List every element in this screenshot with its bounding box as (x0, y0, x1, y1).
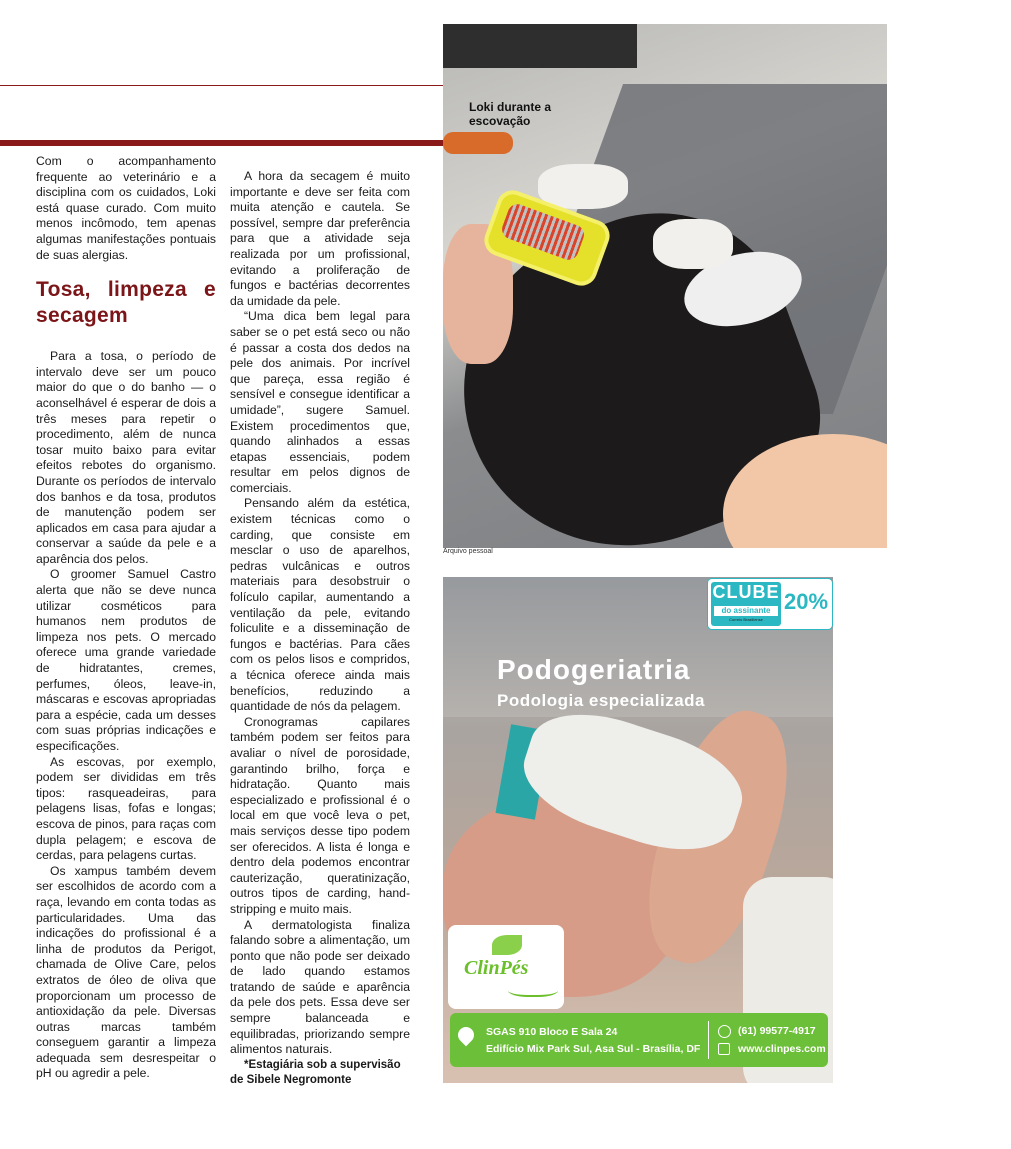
intro-paragraph: Com o acompanhamento frequente ao veterinário e a disciplina com os cuidados, Loki está quase curado. Com muito menos incômodo, tem apenas algumas manifestações pontuais de suas alergias. (36, 154, 216, 262)
discount-label: 20% (784, 589, 829, 614)
section-rule (0, 140, 443, 146)
photo-caption: Loki durante a escovação (469, 100, 552, 128)
clube-assinante-label: do assinante (714, 606, 778, 616)
paragraph: “Uma dica bem legal para saber se o pet está seco ou não é passar a costa dos dedos na pele dos animais. Por incrível que pareça, essa região é sensível e consegue identificar a umidade”, sugere Samuel. Existem procedimentos que, quando alinhados a essas etapas essenciais, podem resultar em pelos dignos de comerciais. (230, 309, 410, 495)
photo-wall (443, 24, 637, 68)
paragraph: A hora da secagem é muito importante e deve ser feita com muita atenção e cautela. Se possível, sempre dar preferência para que a atividade seja realizada por um profissional, evitando a proliferação de fungos e bactérias decorrentes da umidade da pele. (230, 169, 410, 308)
ad-title: Podogeriatria (497, 654, 691, 685)
logo-text: ClinPés (464, 957, 529, 979)
paragraph: Para a tosa, o período de intervalo deve ser um pouco maior do que o do banho — o aconselhável é esperar de dois a três meses para repetir o procedimento, além de nunca tosar muito baixo para evitar efeitos rebotes do organismo. Durante os períodos de intervalo dos banhos e da tosa, produtos de manutenção podem ser aplicados em casa para ajudar a conservar a saúde da pele e a aparência dos pelos. (36, 349, 216, 566)
section-subhead: Tosa, limpeza e secagem (36, 278, 216, 328)
paragraph: Pensando além da estética, existem técnicas como o carding, que consiste em mesclar o uso de aparelhos, pedras vulcânicas e outros materiais para desobstruir o folículo capilar, aumentando a ventilação da pele, evitando foliculite e a disseminação de fungos e bactérias. Para cães com os pelos lisos e compridos, a técnica oferece ainda mais benefícios, reduzindo a quantidade de nós da pelagem. (230, 496, 410, 714)
paragraph: Cronogramas capilares também podem ser feitos para avaliar o nível de porosidade, garantindo brilho, força e hidratação. Quanto mais especializado e profissional é o local em que você leva o pet, mais serviços desse tipo podem ser oferecidos. A lista é longa e dentro dela podemos encontrar cauterização, queratinização, outros tipos de carding, hand-stripping e muito mais. (230, 714, 410, 916)
address-line-2: Edifício Mix Park Sul, Asa Sul - Brasília, DF (486, 1043, 701, 1055)
leaf-icon (492, 935, 522, 955)
paragraph: As escovas, por exemplo, podem ser divididas em três tipos: rasqueadeiras, para pelagens lisas, fofas e longas; escova de pinos, para raças com dupla pelagem; e escova de cerdas, para pelagens curtas. (36, 754, 216, 863)
foot-icon (508, 981, 558, 997)
podology-advertisement[interactable] (443, 577, 833, 1083)
clube-source: Correio Braziliense (729, 617, 763, 622)
article-column-2 (230, 169, 410, 1088)
dog-paw (653, 219, 733, 269)
clube-word: CLUBE (712, 582, 780, 602)
author-footnote: *Estagiária sob a supervisão de Sibele Negromonte (230, 1058, 401, 1086)
clinpes-logo (448, 925, 564, 1009)
clube-assinante-badge (708, 579, 832, 629)
dog-toy (443, 132, 513, 154)
dog-paw (538, 164, 628, 209)
whatsapp-icon (718, 1025, 731, 1038)
contact-divider (708, 1021, 709, 1059)
paragraph: A dermatologista finaliza falando sobre a alimentação, um ponto que não pode ser deixado de lado quando estamos tratando de saúde e aparência da pele dos pets. Essa deve ser sempre balanceada e equilibradas, priorizando sempre alimentos naturais. (230, 917, 410, 1057)
location-pin-icon (455, 1024, 478, 1047)
website-link[interactable]: www.clinpes.com (738, 1043, 826, 1055)
top-rule (0, 85, 443, 86)
dog-brushing-photo (443, 24, 887, 548)
contact-bar (450, 1013, 828, 1067)
paragraph: Os xampus também devem ser escolhidos de acordo com a raça, levando em conta todas as particularidades. Uma das indicações do profissional é a linha de produtos da Perigot, chamada de Olive Care, pelos extratos de óleo de oliva que proporcionam um processo de antioxidação da pele. Diversas outras marcas também conseguem garantir a limpeza adequada sem desrespeitar o pH ou agredir a pele. (36, 863, 216, 1081)
phone-number[interactable]: (61) 99577-4917 (738, 1025, 816, 1037)
ad-subtitle: Podologia especializada (497, 691, 706, 710)
photo-credit: Arquivo pessoal (443, 548, 493, 555)
paragraph: O groomer Samuel Castro alerta que não se deve nunca utilizar cosméticos para humanos nem produtos de limpeza nos pets. O mercado oferece uma grande variedade de hidratantes, cremes, perfumes, óleos, leave-in, máscaras e escovas apropriadas para a espécie, cada um desses com suas próprias indicações e especificações. (36, 567, 216, 753)
web-icon (718, 1043, 730, 1055)
address-line-1: SGAS 910 Bloco E Sala 24 (486, 1026, 618, 1038)
article-column-1 (36, 154, 216, 1082)
